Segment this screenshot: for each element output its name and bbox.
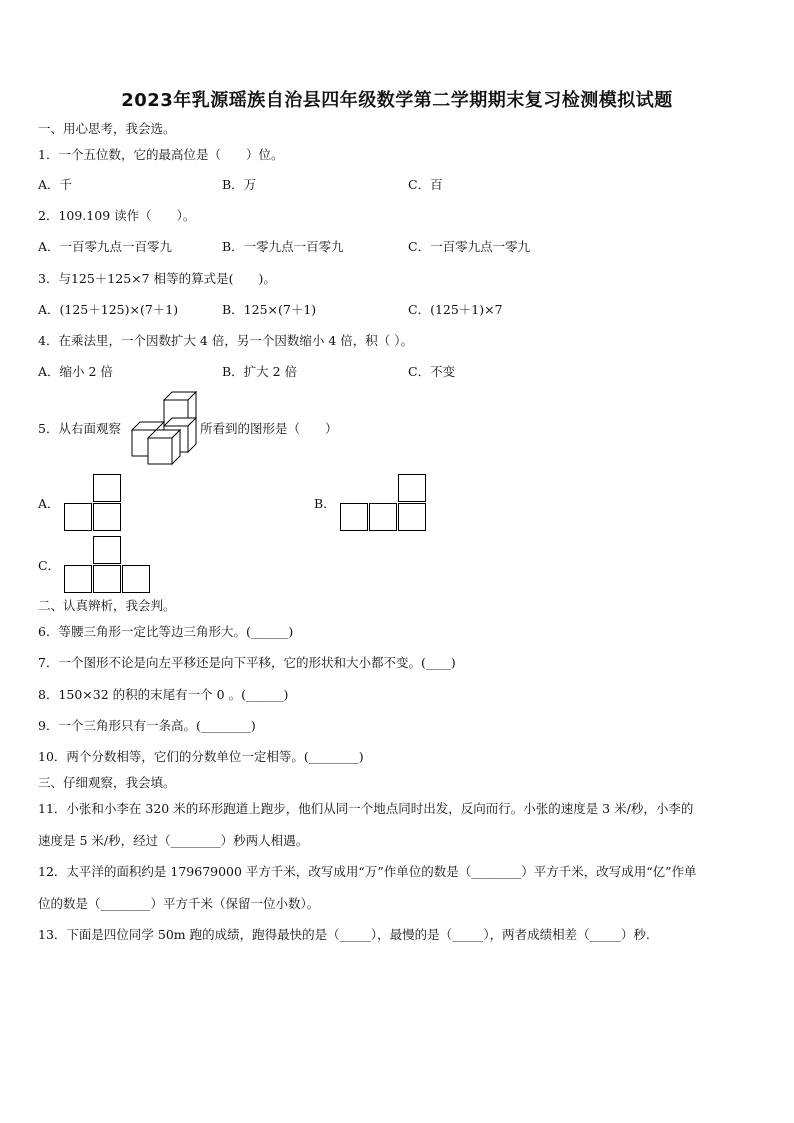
q3-option-c: C．(125＋1)×7: [408, 302, 503, 317]
q5-option-a-figure: [64, 474, 122, 532]
q4-option-c: C．不变: [408, 364, 456, 379]
q3-option-b: B．125×(7＋1): [222, 302, 317, 317]
question-10: 10．两个分数相等，它们的分数单位一定相等。(________): [38, 749, 364, 764]
q5-option-a-label: A．: [38, 496, 60, 511]
question-11-line1: 11．小张和小李在 320 米的环形跑道上跑步，他们从同一个地点同时出发，反向而行。小张的速度是 3 米/秒，小李的: [38, 801, 694, 816]
question-5-right: 所看到的图形是（ ）: [200, 421, 338, 436]
question-4: 4．在乘法里，一个因数扩大 4 倍，另一个因数缩小 4 倍，积（ ）。: [38, 333, 413, 348]
q5-option-c-figure: [64, 536, 152, 594]
question-11-line2: 速度是 5 米/秒，经过（________）秒两人相遇。: [38, 833, 309, 848]
question-7: 7．一个图形不论是向左平移还是向下平移，它的形状和大小都不变。(____): [38, 655, 456, 670]
q2-option-b: B．一零九点一百零九: [222, 239, 344, 254]
question-12-line2: 位的数是（________）平方千米（保留一位小数）。: [38, 896, 320, 911]
q4-option-a: A．缩小 2 倍: [38, 364, 113, 379]
question-3: 3．与125＋125×7 相等的算式是( )。: [38, 271, 276, 286]
cube-stack-figure: [128, 390, 200, 468]
question-1: 1．一个五位数，它的最高位是（ ）位。: [38, 147, 284, 162]
section-heading-2: 二、认真辨析，我会判。: [38, 598, 176, 613]
q2-option-a: A．一百零九点一百零九: [38, 239, 173, 254]
q4-option-b: B．扩大 2 倍: [222, 364, 298, 379]
q1-option-b: B．万: [222, 177, 257, 192]
question-2: 2．109.109 读作（ ）。: [38, 208, 196, 223]
q5-option-b-figure: [340, 474, 428, 532]
q5-option-b-label: B．: [314, 496, 336, 511]
question-12-line1: 12．太平洋的面积约是 179679000 平方千米，改写成用“万”作单位的数是（________）平方千米，改写成用“亿”作单: [38, 864, 697, 879]
q1-option-c: C．百: [408, 177, 443, 192]
q2-option-c: C．一百零九点一零九: [408, 239, 531, 254]
q5-option-c-label: C．: [38, 558, 61, 573]
question-9: 9．一个三角形只有一条高。(________): [38, 718, 256, 733]
q3-option-a: A．(125＋125)×(7＋1): [38, 302, 179, 317]
question-13: 13．下面是四位同学 50m 跑的成绩，跑得最快的是（_____），最慢的是（_____），两者成绩相差（_____）秒.: [38, 927, 650, 942]
page-title: 2023年乳源瑶族自治县四年级数学第二学期期末复习检测模拟试题: [121, 90, 673, 111]
question-5-left: 5．从右面观察: [38, 421, 121, 436]
q1-option-a: A．千: [38, 177, 73, 192]
section-heading-3: 三、仔细观察，我会填。: [38, 775, 176, 790]
question-8: 8．150×32 的积的末尾有一个 0 。(______): [38, 687, 289, 702]
section-heading-1: 一、用心思考，我会选。: [38, 121, 176, 136]
question-6: 6．等腰三角形一定比等边三角形大。(______): [38, 624, 294, 639]
